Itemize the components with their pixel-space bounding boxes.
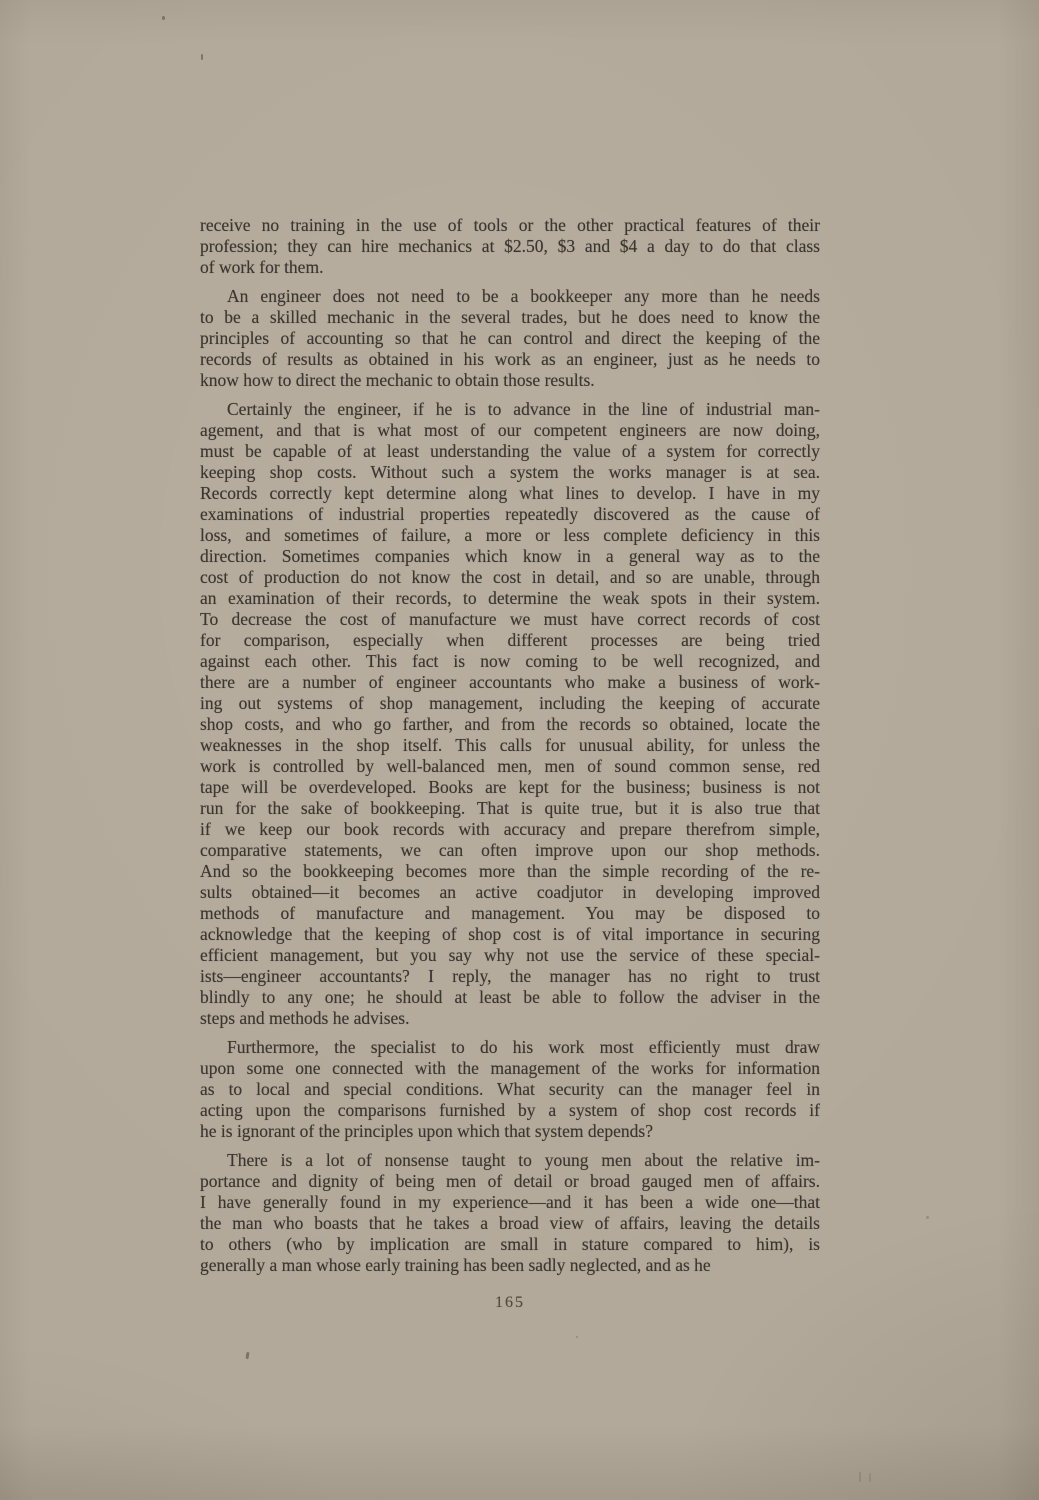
text-line: An engineer does not need to be a bookkeeper any more than he needs	[227, 286, 820, 306]
text-line: to be a skilled mechanic in the several trades, but he does need to know the	[200, 307, 820, 327]
text-line: examinations of industrial properties repeatedly discovered as the cause of	[200, 504, 820, 524]
paper-speck	[859, 1472, 861, 1482]
text-line: Furthermore, the specialist to do his work most efficiently must draw	[227, 1037, 820, 1057]
text-line: I have generally found in my experience—and it has been a wide one—that	[200, 1192, 820, 1212]
text-line: for comparison, especially when different processes are being tried	[200, 630, 820, 650]
text-line: And so the bookkeeping becomes more than the simple recording of the re-	[200, 861, 820, 881]
text-line: principles of accounting so that he can control and direct the keeping of the	[200, 328, 820, 348]
text-line: upon some one connected with the management of the works for information	[200, 1058, 820, 1078]
text-line: records of results as obtained in his work as an engineer, just as he needs to	[200, 349, 820, 369]
text-line: There is a lot of nonsense taught to young men about the relative im-	[227, 1150, 820, 1170]
text-line: comparative statements, we can often improve upon our shop methods.	[200, 840, 820, 860]
text-line: tape will be overdeveloped. Books are kept for the business; business is not	[200, 777, 820, 797]
text-line: shop costs, and who go farther, and from the records so obtained, locate the	[200, 714, 820, 734]
body-text	[200, 215, 820, 1284]
text-line: if we keep our book records with accuracy and prepare therefrom simple,	[200, 819, 820, 839]
paper-speck	[869, 1473, 871, 1482]
text-line: run for the sake of bookkeeping. That is quite true, but it is also true that	[200, 798, 820, 818]
paper-speck	[201, 54, 203, 60]
text-line: acknowledge that the keeping of shop cost is of vital importance in securing	[200, 924, 820, 944]
text-line: Certainly the engineer, if he is to advance in the line of industrial man-	[227, 399, 820, 419]
paragraph	[200, 286, 820, 391]
text-line: cost of production do not know the cost in detail, and so are unable, through	[200, 567, 820, 587]
text-line: profession; they can hire mechanics at $2.50, $3 and $4 a day to do that class	[200, 236, 820, 256]
text-line: against each other. This fact is now coming to be well recognized, and	[200, 651, 820, 671]
text-line: loss, and sometimes of failure, a more or less complete deficiency in this	[200, 525, 820, 545]
text-line: efficient management, but you say why not use the service of these special-	[200, 945, 820, 965]
text-line: as to local and special conditions. What security can the manager feel in	[200, 1079, 820, 1099]
paper-speck	[162, 16, 165, 20]
text-line: blindly to any one; he should at least be able to follow the adviser in the	[200, 987, 820, 1007]
text-line: methods of manufacture and management. You may be disposed to	[200, 903, 820, 923]
text-line: direction. Sometimes companies which know in a general way as to the	[200, 546, 820, 566]
text-line: keeping shop costs. Without such a system the works manager is at sea.	[200, 462, 820, 482]
text-line: To decrease the cost of manufacture we must have correct records of cost	[200, 609, 820, 629]
paragraph	[200, 215, 820, 278]
paper-speck	[576, 1336, 578, 1338]
paper-speck	[246, 1352, 250, 1359]
text-line: must be capable of at least understanding the value of a system for correctly	[200, 441, 820, 461]
text-line: know how to direct the mechanic to obtain those results.	[200, 370, 595, 390]
text-line: Records correctly kept determine along what lines to develop. I have in my	[200, 483, 820, 503]
text-line: receive no training in the use of tools or the other practical features of their	[200, 215, 820, 235]
text-line: agement, and that is what most of our competent engineers are now doing,	[200, 420, 820, 440]
text-line: an examination of their records, to determine the weak spots in their system.	[200, 588, 820, 608]
text-line: of work for them.	[200, 257, 324, 277]
text-line: sults obtained—it becomes an active coadjutor in developing improved	[200, 882, 820, 902]
paragraph	[200, 1150, 820, 1276]
text-line: portance and dignity of being men of detail or broad gauged men of affairs.	[200, 1171, 820, 1191]
text-line: steps and methods he advises.	[200, 1008, 410, 1028]
text-line: work is controlled by well-balanced men, men of sound common sense, red	[200, 756, 820, 776]
paragraph	[200, 1037, 820, 1142]
text-line: ists—engineer accountants? I reply, the manager has no right to trust	[200, 966, 820, 986]
text-line: there are a number of engineer accountants who make a business of work-	[200, 672, 820, 692]
text-line: weaknesses in the shop itself. This calls for unusual ability, for unless the	[200, 735, 820, 755]
text-line: generally a man whose early training has been sadly neglected, and as he	[200, 1255, 711, 1275]
text-line: ing out systems of shop management, including the keeping of accurate	[200, 693, 820, 713]
paragraph	[200, 399, 820, 1029]
text-line: he is ignorant of the principles upon which that system depends?	[200, 1121, 653, 1141]
page-number: 165	[495, 1294, 525, 1311]
text-line: to others (who by implication are small in stature compared to him), is	[200, 1234, 820, 1254]
text-line: acting upon the comparisons furnished by a system of shop cost records if	[200, 1100, 820, 1120]
text-line: the man who boasts that he takes a broad view of affairs, leaving the details	[200, 1213, 820, 1233]
paper-speck	[926, 1216, 929, 1219]
